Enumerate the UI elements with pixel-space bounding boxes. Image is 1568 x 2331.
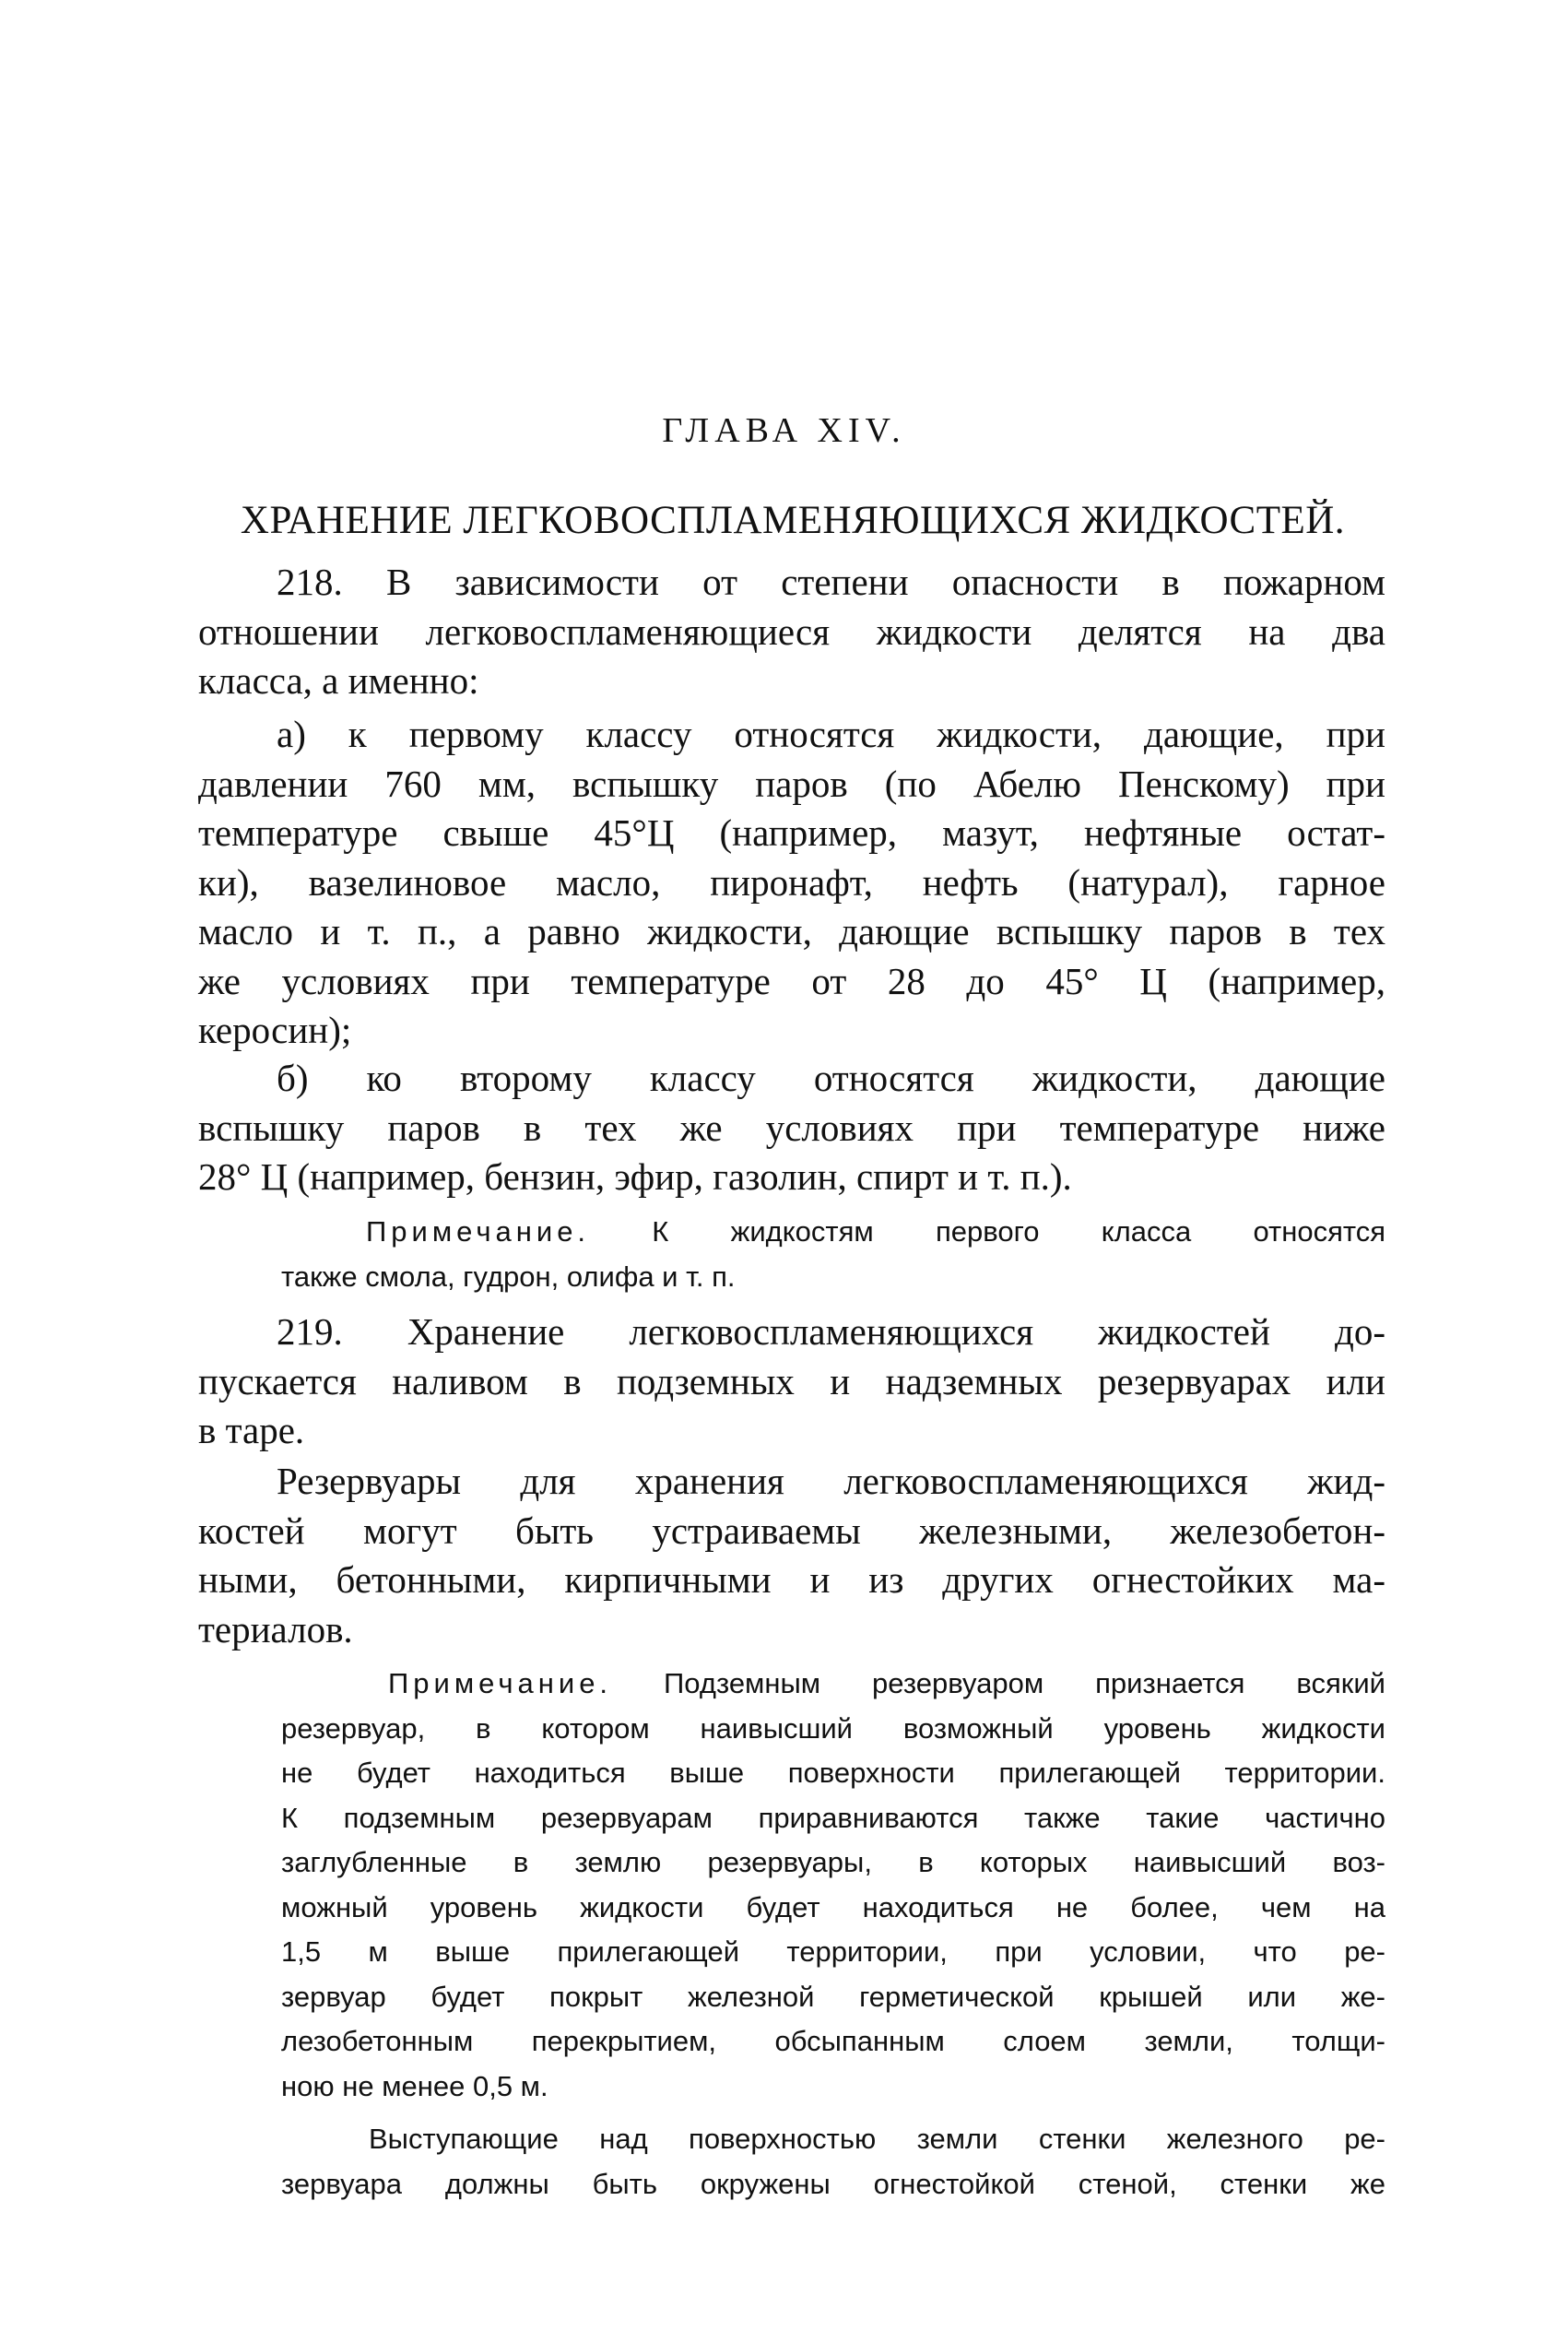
- note-block: [281, 1210, 1385, 1299]
- text-line: зервуара должны быть окружены огнестойкой стеной, стенки же: [281, 2167, 1385, 2200]
- note-label: Примечание.: [366, 1215, 591, 1248]
- text-line: не будет находиться выше поверхности прилегающей территории.: [281, 1757, 1385, 1789]
- text-line: К подземным резервуарам приравниваются также такие частично: [281, 1801, 1385, 1834]
- text-line: давлении 760 мм, вспышку паров (по Абелю Пенскому) при: [198, 762, 1385, 805]
- text-line: отношении легковоспламеняющиеся жидкости делятся на два: [198, 609, 1385, 653]
- text-line: 1,5 м выше прилегающей территории, при условии, что ре-: [281, 1935, 1385, 1968]
- text-line: Примечание. К жидкостям первого класса относятся: [366, 1215, 1385, 1248]
- text-line: лезобетонным перекрытием, обсыпанным слоем земли, толщи-: [281, 2025, 1385, 2057]
- text-line: а) к первому классу относятся жидкости, дающие, при: [277, 713, 1385, 755]
- text-line: также смола, гудрон, олифа и т. п.: [281, 1260, 736, 1293]
- text-line: температуре свыше 45°Ц (например, мазут, нефтяные остат-: [198, 811, 1385, 854]
- text-line: Примечание. Подземным резервуаром признается всякий: [388, 1667, 1385, 1699]
- note-block: [281, 1662, 1385, 2109]
- text-line: 219. Хранение легковоспламеняющихся жидкостей до-: [277, 1310, 1385, 1353]
- paragraph: [198, 1054, 1385, 1202]
- text-line: ными, бетонными, кирпичными и из других огнестойких ма-: [198, 1558, 1385, 1601]
- text-line: Резервуары для хранения легковоспламеняющихся жид-: [277, 1460, 1385, 1502]
- chapter-title: ХРАНЕНИЕ ЛЕГКОВОСПЛАМЕНЯЮЩИХСЯ ЖИДКОСТЕЙ.: [240, 499, 1346, 542]
- text-line: керосин);: [198, 1009, 352, 1051]
- text-line: класса, а именно:: [198, 659, 479, 702]
- chapter-heading: ГЛАВА XIV.: [662, 411, 906, 450]
- text-line: Выступающие над поверхностью земли стенки железного ре-: [369, 2123, 1385, 2155]
- text-line: резервуар, в котором наивысший возможный уровень жидкости: [281, 1711, 1385, 1745]
- paragraph: [198, 710, 1385, 1056]
- text-line: масло и т. п., а равно жидкости, дающие вспышку паров в тех: [198, 910, 1385, 953]
- text-line: 28° Ц (например, бензин, эфир, газолин, спирт и т. п.).: [198, 1155, 1072, 1198]
- text-line: б) ко второму классу относятся жидкости, дающие: [277, 1057, 1385, 1099]
- text-line: заглубленные в землю резервуары, в которых наивысший воз-: [281, 1846, 1385, 1878]
- text-line: костей могут быть устраиваемы железными, железобетон-: [198, 1509, 1385, 1552]
- text-line: пускается наливом в подземных и надземных резервуарах или: [198, 1359, 1385, 1402]
- paragraph: [198, 1307, 1385, 1456]
- text-line: териалов.: [198, 1607, 353, 1651]
- text-line: 218. В зависимости от степени опасности в пожарном: [277, 561, 1385, 603]
- text-line: же условиях при температуре от 28 до 45° Ц (например,: [198, 959, 1385, 1002]
- text-line: в таре.: [198, 1409, 305, 1451]
- text-line: ки), вазелиновое масло, пиронафт, нефть (натурал), гарное: [198, 860, 1385, 904]
- note-label: Примечание.: [388, 1667, 613, 1699]
- text-line: можный уровень жидкости будет находиться не более, чем на: [281, 1890, 1385, 1923]
- text-line: ною не менее 0,5 м.: [281, 2069, 548, 2102]
- text-line: вспышку паров в тех же условиях при температуре ниже: [198, 1106, 1385, 1149]
- text-line: зервуар будет покрыт железной герметической крышей или же-: [281, 1980, 1385, 2013]
- paragraph: [198, 558, 1385, 706]
- note-block: [281, 2117, 1385, 2207]
- paragraph: [198, 1457, 1385, 1654]
